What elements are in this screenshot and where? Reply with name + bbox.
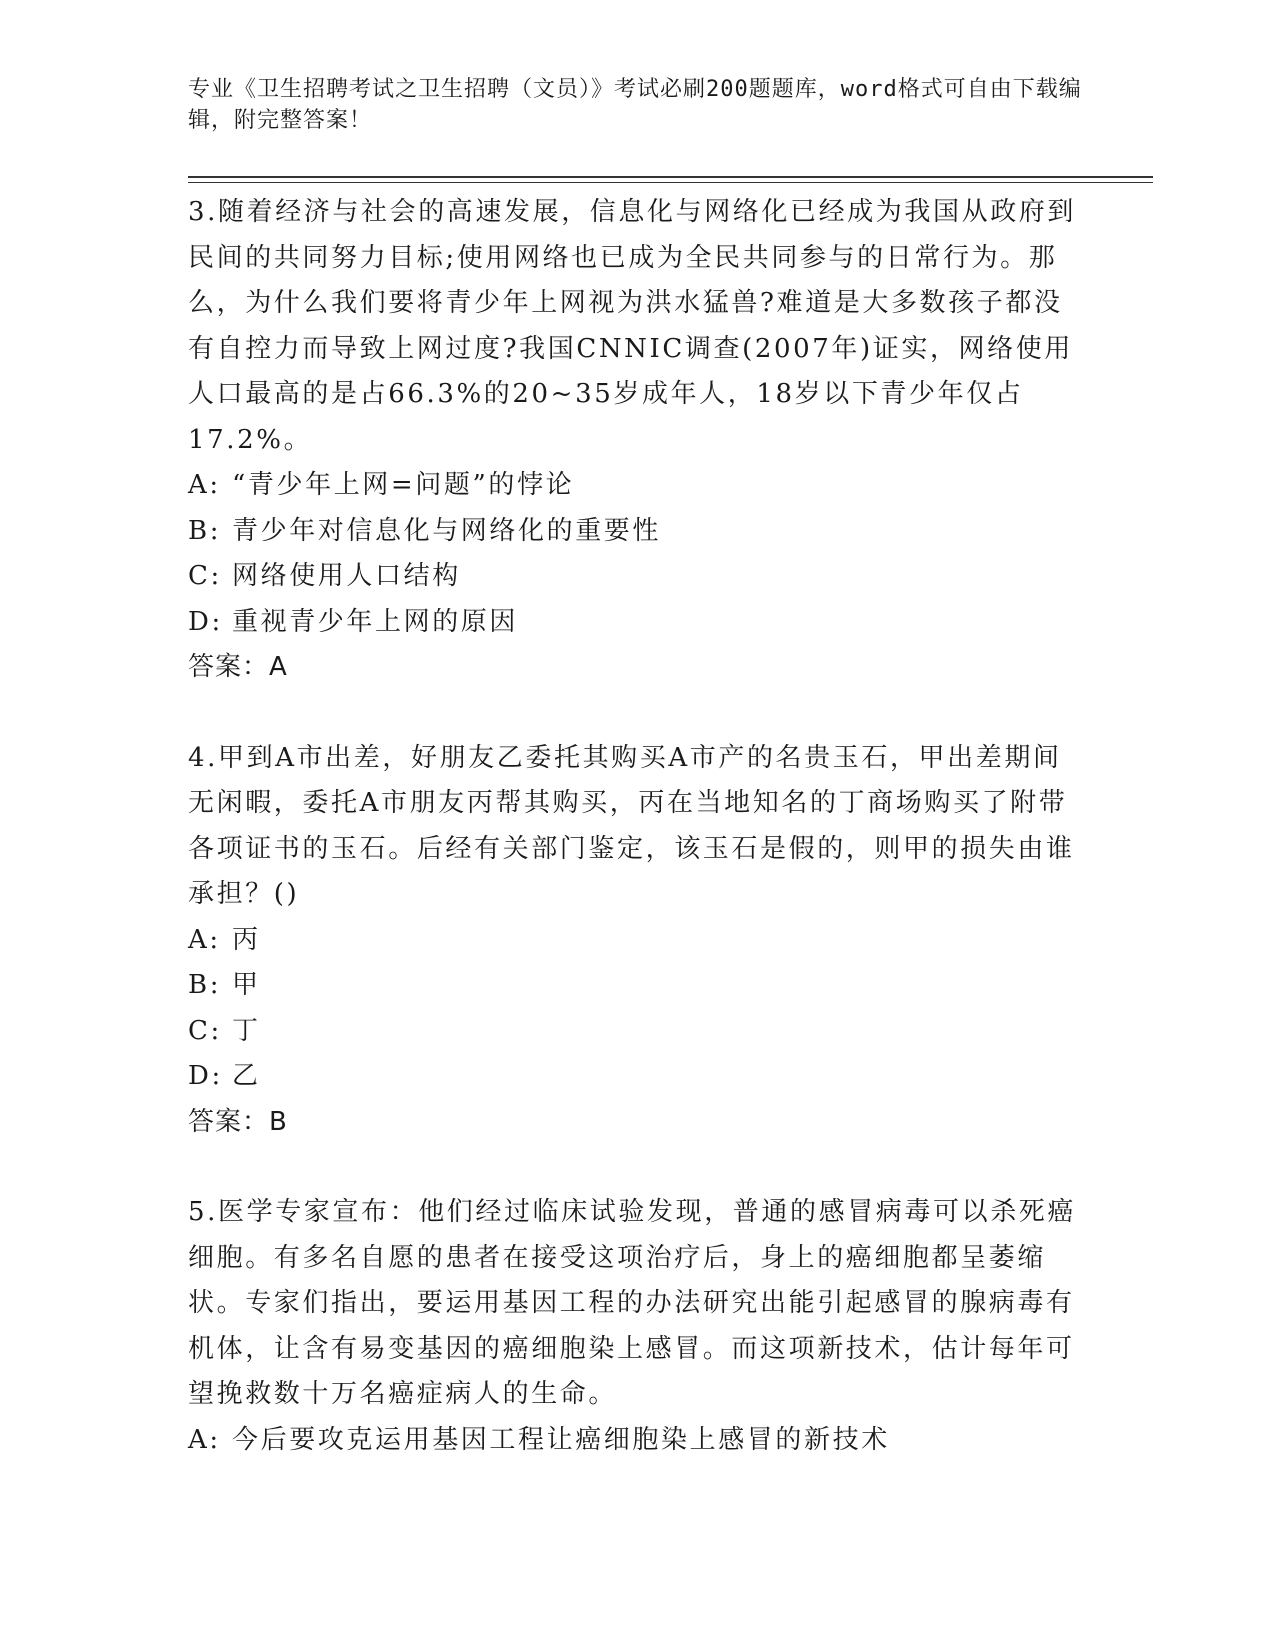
option-text: 乙	[232, 1061, 261, 1091]
option-letter: B:	[188, 515, 222, 546]
option-b	[188, 509, 1088, 555]
option-letter: A:	[188, 1424, 221, 1455]
option-letter: B:	[188, 970, 222, 1000]
option-letter: D:	[188, 606, 223, 637]
option-text: 丙	[232, 924, 261, 955]
option-a	[188, 1418, 1088, 1464]
option-a	[188, 463, 1088, 509]
document-header: 专业《卫生招聘考试之卫生招聘（文员）》考试必刷200题题库，word格式可自由下载编辑，附完整答案！	[188, 77, 1082, 133]
option-c	[188, 554, 1088, 600]
question-stem: 5.医学专家宣布：他们经过临床试验发现，普通的感冒病毒可以杀死癌细胞。有多名自愿的患者在接受这项治疗后，身上的癌细胞都呈萎缩状。专家们指出，要运用基因工程的办法研究出能引起感冒的腺病毒有机体，让含有易变基因的癌细胞染上感冒。而这项新技术，估计每年可望挽救数十万名癌症病人的生命。	[188, 1197, 1077, 1409]
question-spacer	[188, 691, 1088, 736]
option-c	[188, 1009, 1088, 1055]
option-text: 甲	[232, 970, 261, 1000]
option-text: 网络使用人口结构	[232, 561, 461, 591]
option-d	[188, 1054, 1088, 1100]
answer-line: 答案：A	[188, 652, 288, 682]
option-a	[188, 918, 1088, 964]
header-divider-thick	[188, 176, 1153, 178]
question-spacer	[188, 1145, 1088, 1190]
header-divider-thin	[188, 182, 1153, 183]
option-text: 丁	[232, 1015, 261, 1046]
answer-line: 答案：B	[188, 1106, 288, 1137]
question-5	[188, 1190, 1088, 1463]
question-3	[188, 190, 1088, 691]
option-text: 重视青少年上网的原因	[232, 606, 519, 637]
question-stem: 3.随着经济与社会的高速发展，信息化与网络化已经成为我国从政府到民间的共同努力目标;使用网络也已成为全民共同参与的日常行为。那么，为什么我们要将青少年上网视为洪水猛兽?难道是大多数孩子都没有自控力而导致上网过度?我国CNNIC调查(2007年)证实，网络使用人口最高的是占66.3%的20~35岁成年人，18岁以下青少年仅占17.2%。	[188, 197, 1077, 455]
option-b	[188, 963, 1088, 1009]
option-letter: D:	[188, 1061, 223, 1091]
option-letter: A:	[188, 924, 221, 955]
option-text: 今后要攻克运用基因工程让癌细胞染上感冒的新技术	[232, 1424, 890, 1455]
option-text: “青少年上网=问题”的悖论	[232, 470, 575, 500]
option-d	[188, 600, 1088, 646]
question-list	[188, 190, 1088, 1463]
option-text: 青少年对信息化与网络化的重要性	[232, 515, 662, 546]
question-4	[188, 736, 1088, 1146]
option-letter: C:	[188, 1015, 222, 1046]
option-letter: A:	[188, 470, 221, 500]
question-stem: 4.甲到A市出差，好朋友乙委托其购买A市产的名贵玉石，甲出差期间无闲暇，委托A市朋友丙帮其购买，丙在当地知名的丁商场购买了附带各项证书的玉石。后经有关部门鉴定，该玉石是假的，则甲的损失由谁承担？()	[188, 742, 1075, 909]
option-letter: C:	[188, 561, 222, 591]
